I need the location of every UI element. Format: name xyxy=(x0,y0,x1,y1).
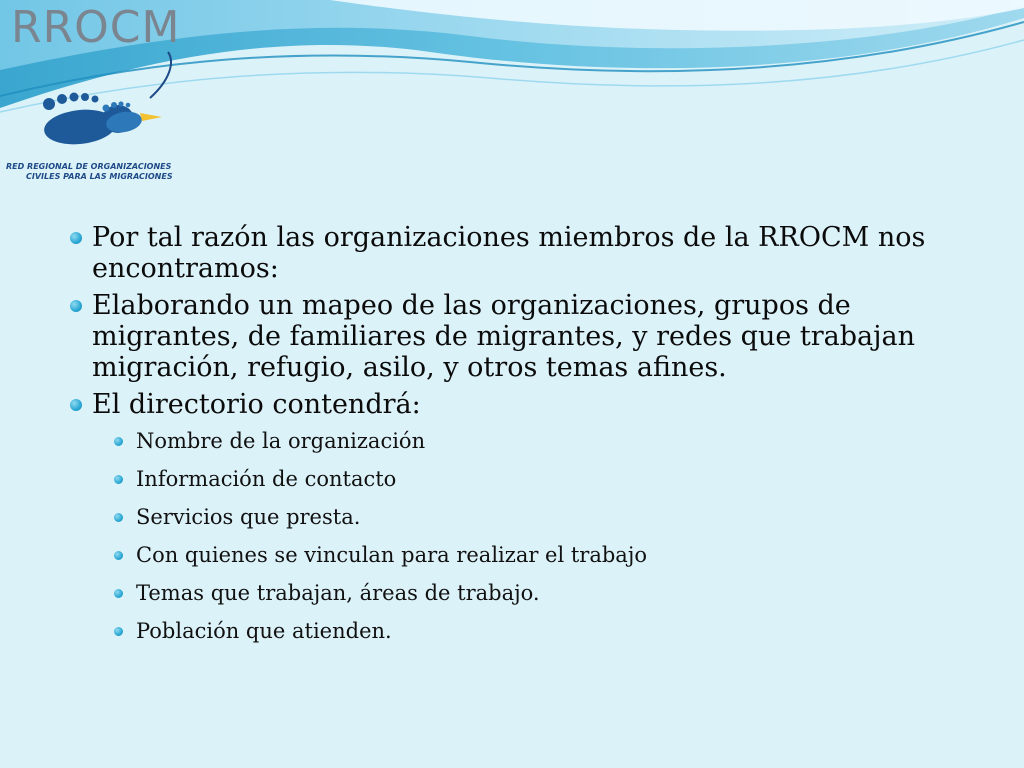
sub-bullet-dot-icon xyxy=(114,551,123,560)
sub-bullet-item xyxy=(106,466,990,492)
sub-bullet-text: Con quienes se vinculan para realizar el trabajo xyxy=(136,543,647,567)
logo-title: RROCM xyxy=(11,2,181,53)
logo-caption-line-2: CIVILES PARA LAS MIGRACIONES xyxy=(26,172,173,181)
sub-bullet-item xyxy=(106,580,990,606)
sub-bullet-item xyxy=(106,542,990,568)
sub-bullet-dot-icon xyxy=(114,437,123,446)
sub-bullet-dot-icon xyxy=(114,513,123,522)
sub-bullet-dot-icon xyxy=(114,627,123,636)
bullet-item xyxy=(70,222,990,284)
slide-content xyxy=(70,222,990,656)
sub-bullet-text: Información de contacto xyxy=(136,467,397,491)
bullet-list xyxy=(70,222,990,644)
sub-bullet-item xyxy=(106,618,990,644)
bullet-dot-icon xyxy=(70,399,82,411)
sub-bullet-text: Nombre de la organización xyxy=(136,429,426,453)
bullet-item xyxy=(70,290,990,383)
bullet-text: Elaborando un mapeo de las organizaciones, grupos de migrantes, de familiares de migrantes, y redes que trabajan migración, refugio, asilo, y otros temas afines. xyxy=(92,290,915,383)
sub-bullet-dot-icon xyxy=(114,589,123,598)
sub-bullet-text: Población que atienden. xyxy=(136,619,392,643)
sub-bullet-dot-icon xyxy=(114,475,123,484)
sub-bullet-list xyxy=(106,428,990,644)
sub-bullet-item xyxy=(106,504,990,530)
logo-caption-line-1: RED REGIONAL DE ORGANIZACIONES xyxy=(6,162,172,171)
sub-bullet-text: Temas que trabajan, áreas de trabajo. xyxy=(136,581,540,605)
bullet-dot-icon xyxy=(70,232,82,244)
sub-bullet-item xyxy=(106,428,990,454)
bullet-text: Por tal razón las organizaciones miembros de la RROCM nos encontramos: xyxy=(92,222,926,284)
sub-bullet-text: Servicios que presta. xyxy=(136,505,361,529)
bullet-item xyxy=(70,389,990,644)
logo-caption xyxy=(6,162,196,182)
bullet-dot-icon xyxy=(70,300,82,312)
bullet-text: El directorio contendrá: xyxy=(92,389,421,420)
rrocm-logo xyxy=(0,0,200,190)
